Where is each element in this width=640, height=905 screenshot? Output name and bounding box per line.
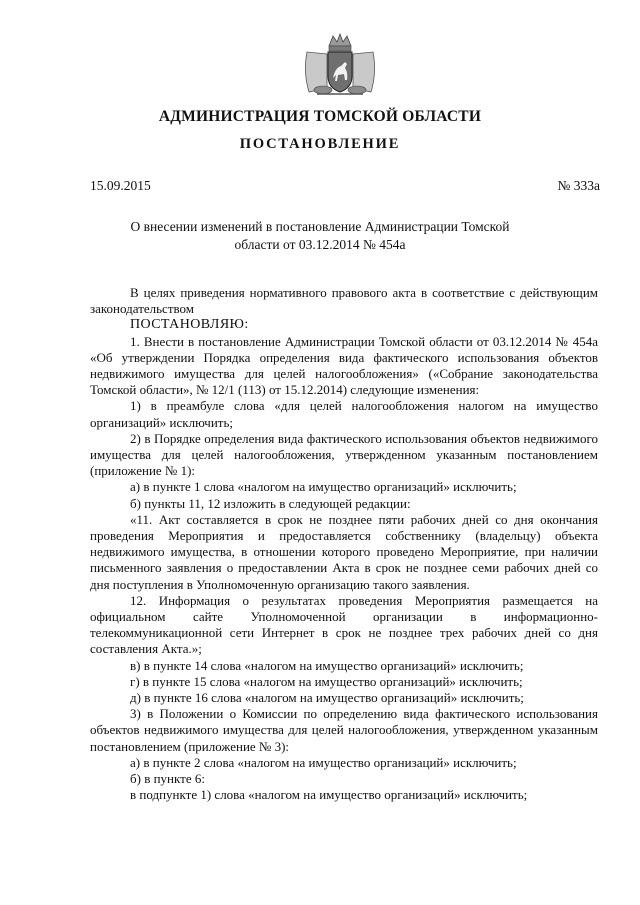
document-number: № 333а [557, 178, 600, 193]
paragraph: а) в пункте 1 слова «налогом на имущество организаций» исключить; [130, 479, 517, 495]
document-body [90, 285, 598, 804]
paragraph: 3) в Положении о Комиссии по определению вида фактического использования объектов недвижимого имущества для целей налогообложения, утвержденном указанным постановлением (приложение № 3): [90, 706, 598, 754]
paragraph: г) в пункте 15 слова «налогом на имущество организаций» исключить; [130, 673, 523, 689]
paragraph: В целях приведения нормативного правового акта в соответствие с действующим законодательством [90, 285, 598, 317]
paragraph: а) в пункте 2 слова «налогом на имущество организаций» исключить; [130, 754, 517, 770]
paragraph: «11. Акт составляется в срок не позднее пяти рабочих дней со дня окончания проведения Мероприятия и предоставляется собственнику (владельцу) объекта недвижимого имущества, в отношении которого проведено Мероприятие, при наличии письменного заявления о предоставлении Акта в срок не позднее семи рабочих дней со дня поступления в Уполномоченную организацию такого заявления. [90, 511, 598, 592]
decree-command: ПОСТАНОВЛЯЮ: [130, 317, 249, 333]
paragraph: в) в пункте 14 слова «налогом на имущество организаций» исключить; [130, 657, 524, 673]
paragraph: 2) в Порядке определения вида фактического использования объектов недвижимого имущества для целей налогообложения, утвержденном указанным постановлением (приложение № 1): [90, 430, 598, 479]
paragraph: б) в пункте 6: [130, 771, 205, 787]
paragraph: д) в пункте 16 слова «налогом на имущество организаций» исключить; [130, 690, 524, 706]
paragraph: 1) в преамбуле слова «для целей налогообложения налогом на имущество организаций» исключить; [90, 398, 598, 430]
paragraph: в подпункте 1) слова «налогом на имущество организаций» исключить; [130, 787, 528, 803]
paragraph: 1. Внести в постановление Администрации Томской области от 03.12.2014 № 454а «Об утверждении Порядка определения вида фактического использования объектов недвижимого имущества для целей налогообложения» («Собрание законодательства Томской области», № 12/1 (113) от 15.12.2014) следующие изменения: [90, 333, 598, 398]
document-type: ПОСТАНОВЛЕНИЕ [239, 136, 401, 152]
paragraph: 12. Информация о результатах проведения Мероприятия размещается на официальном сайте Уполномоченной организации в информационно-телекоммуникационной сети Интернет в срок не позднее трех рабочих дней со дня составления Акта.»; [90, 592, 598, 657]
document-date: 15.09.2015 [90, 178, 151, 193]
organization-title: АДМИНИСТРАЦИЯ ТОМСКОЙ ОБЛАСТИ [158, 108, 482, 125]
document-subject: О внесении изменений в постановление Администрации Томской области от 03.12.2014 № 454а [130, 219, 510, 252]
coat-of-arms-icon [301, 32, 379, 98]
paragraph: б) пункты 11, 12 изложить в следующей редакции: [130, 495, 411, 511]
